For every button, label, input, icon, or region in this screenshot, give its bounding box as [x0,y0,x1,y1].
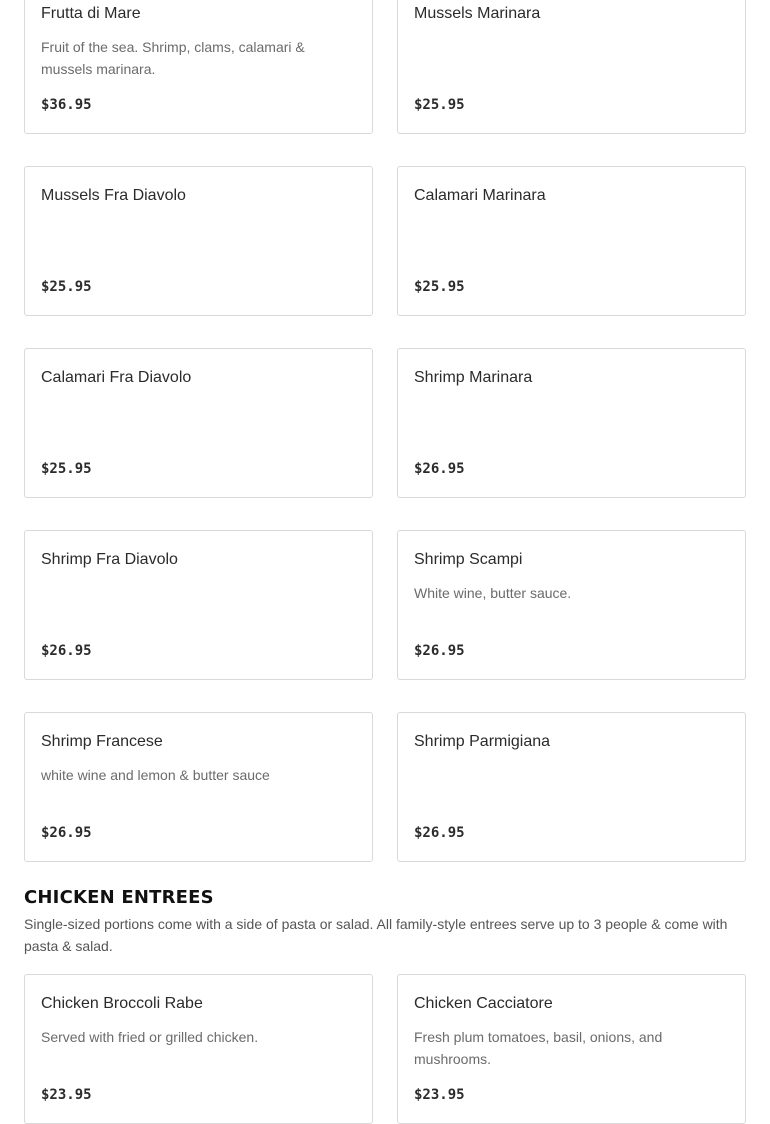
menu-item-name: Shrimp Marinara [414,369,533,386]
menu-item-name: Shrimp Fra Diavolo [41,551,178,568]
menu-item-description: white wine and lemon & butter sauce [41,767,270,783]
menu-item-name: Frutta di Mare [41,5,141,22]
menu-item-card[interactable] [24,0,373,134]
menu-item-name: Mussels Fra Diavolo [41,187,186,204]
menu-item-card[interactable] [24,348,373,498]
menu-item-description: Fresh plum tomatoes, basil, onions, and mushrooms. [414,1029,663,1067]
menu-item-price: $26.95 [414,643,465,659]
section-description: Single-sized portions come with a side of pasta or salad. All family-style entrees serve up to 3 people & come with pasta & salad. [24,916,728,954]
menu-item-name: Shrimp Scampi [414,551,523,568]
menu-item-price: $25.95 [414,97,465,113]
menu-item-name: Chicken Broccoli Rabe [41,995,203,1012]
menu-item-description: Served with fried or grilled chicken. [41,1029,259,1045]
menu-item-card[interactable] [397,530,746,680]
menu-item-price: $36.95 [41,97,92,113]
menu-item-price: $26.95 [41,825,92,841]
menu-item-card[interactable] [24,712,373,862]
menu-item-price: $23.95 [41,1087,92,1103]
menu-item-name: Shrimp Francese [41,733,163,750]
menu-item-price: $26.95 [414,461,465,477]
menu-item-price: $25.95 [41,461,92,477]
menu-item-price: $26.95 [41,643,92,659]
menu-item-card[interactable] [397,348,746,498]
menu-item-name: Chicken Cacciatore [414,995,553,1012]
menu-item-card[interactable] [24,166,373,316]
menu-item-description: Fruit of the sea. Shrimp, clams, calamari & mussels marinara. [41,39,305,77]
menu-item-card[interactable] [397,712,746,862]
menu-item-card[interactable] [397,166,746,316]
menu-item-price: $23.95 [414,1087,465,1103]
menu-item-price: $25.95 [414,279,465,295]
menu-item-description: White wine, butter sauce. [414,585,572,601]
menu-item-name: Calamari Marinara [414,187,546,204]
menu-item-price: $25.95 [41,279,92,295]
menu-item-name: Mussels Marinara [414,5,541,22]
menu-item-name: Shrimp Parmigiana [414,733,551,750]
menu-item-card[interactable] [397,0,746,134]
menu-item-price: $26.95 [414,825,465,841]
menu-item-card[interactable] [24,530,373,680]
menu-item-name: Calamari Fra Diavolo [41,369,192,386]
section-title: CHICKEN ENTREES [24,887,214,908]
